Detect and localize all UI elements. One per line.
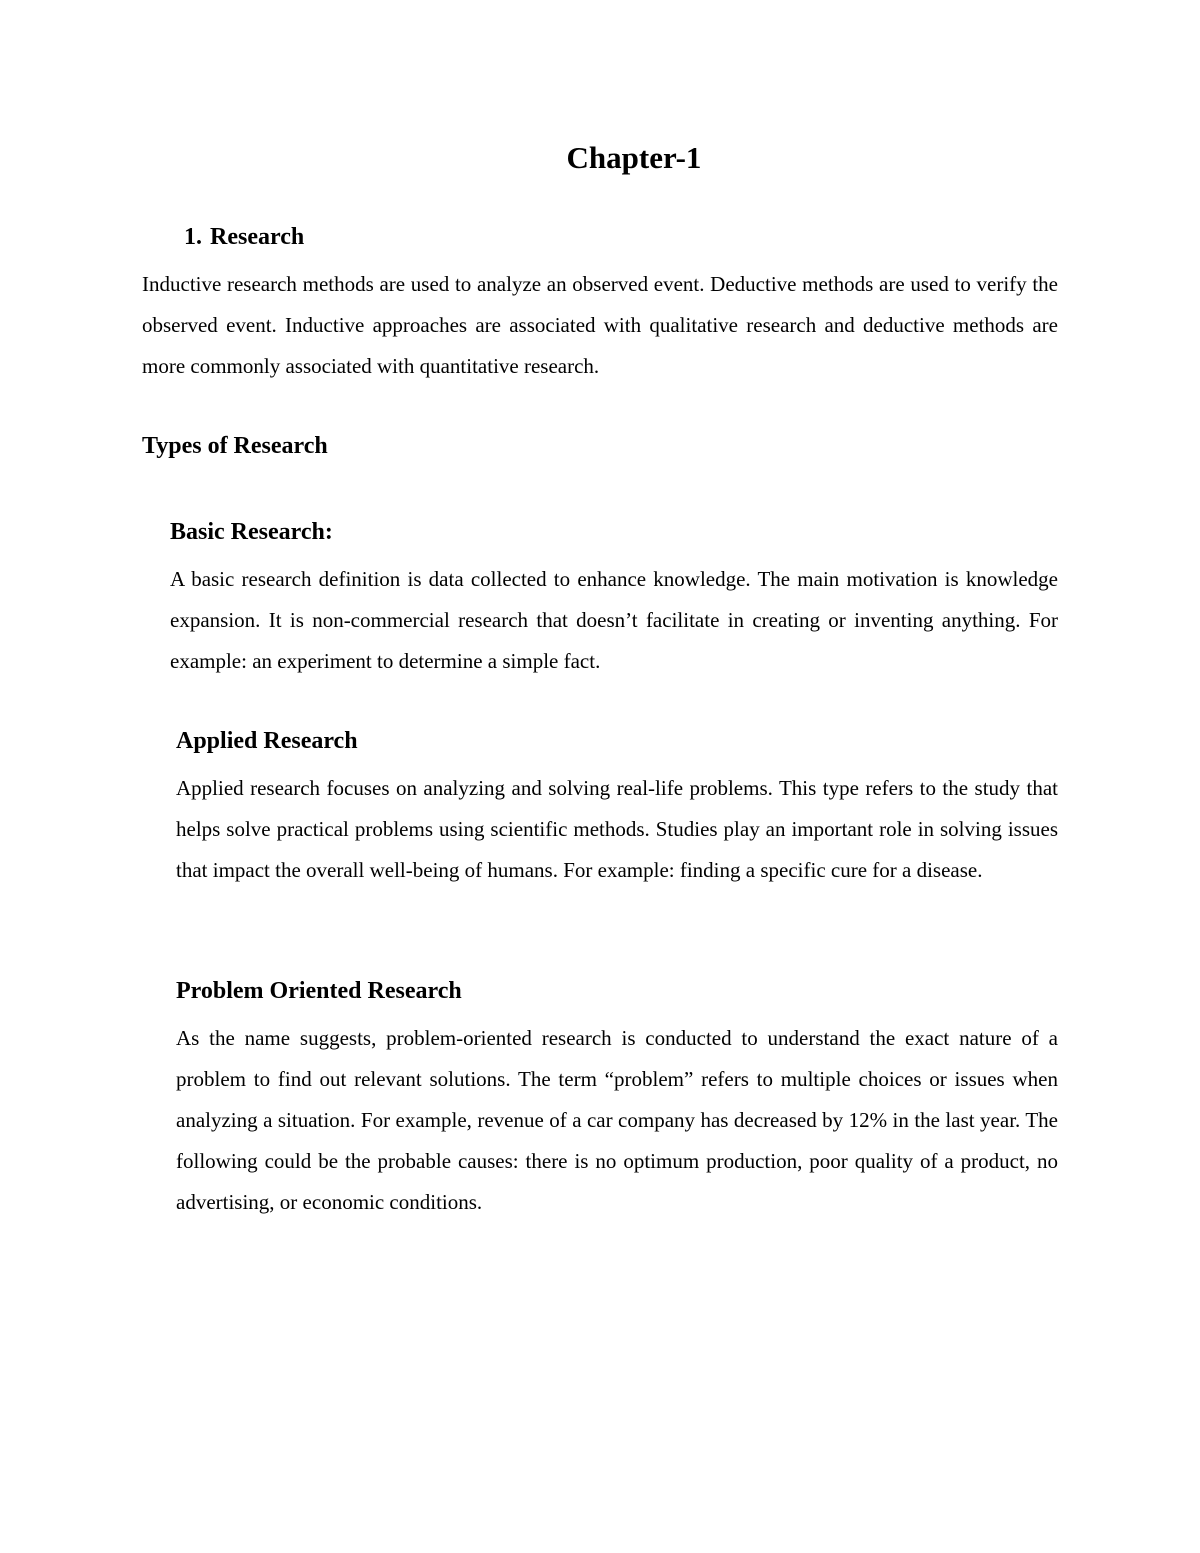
section-number: 1. [184, 224, 202, 250]
types-of-research-heading: Types of Research [142, 433, 328, 459]
basic-research-heading: Basic Research: [170, 519, 333, 545]
research-intro-paragraph: Inductive research methods are used to analyze an observed event. Deductive methods are used to verify the observed event. Inductive approaches are associated with qualitative research and deductive methods are more commonly associated with quantitative research. [142, 272, 1058, 378]
chapter-title: Chapter-1 [566, 140, 702, 175]
problem-oriented-research-paragraph: As the name suggests, problem-oriented research is conducted to understand the exact nature of a problem to find out relevant solutions. The term “problem” refers to multiple choices or issues when analyzing a situation. For example, revenue of a car company has decreased by 12% in the last year. The following could be the probable causes: there is no optimum production, poor quality of a product, no advertising, or economic conditions. [176, 1026, 1058, 1214]
applied-research-paragraph: Applied research focuses on analyzing and solving real-life problems. This type refers to the study that helps solve practical problems using scientific methods. Studies play an important role in solving issues that impact the overall well-being of humans. For example: finding a specific cure for a disease. [176, 776, 1058, 882]
basic-research-paragraph: A basic research definition is data collected to enhance knowledge. The main motivation is knowledge expansion. It is non-commercial research that doesn’t facilitate in creating or inventing anything. For example: an experiment to determine a simple fact. [170, 567, 1058, 673]
section-title: Research [210, 224, 305, 250]
problem-oriented-research-heading: Problem Oriented Research [176, 978, 462, 1004]
section-heading-research [184, 224, 304, 251]
applied-research-heading: Applied Research [176, 728, 358, 754]
